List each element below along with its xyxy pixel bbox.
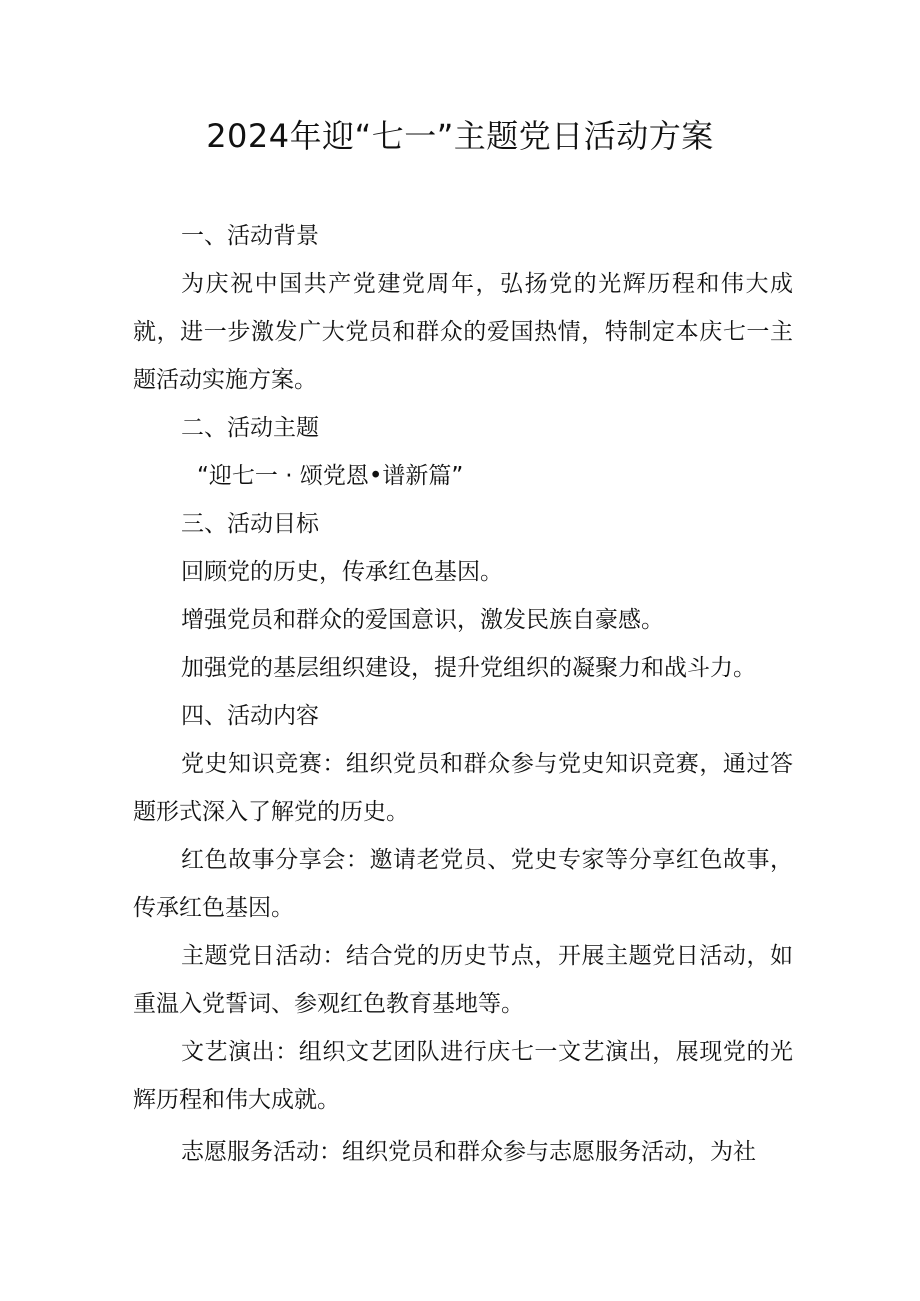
section-heading-goals: 三、活动目标 (181, 511, 319, 537)
paragraph-background: 为庆祝中国共产党建党周年，弘扬党的光辉历程和伟大成就，进一步激发广大党员和群众的爱国热情，特制定本庆七一主题活动实施方案。 (133, 271, 793, 393)
goal-item: 增强党员和群众的爱国意识，激发民族自豪感。 (181, 607, 664, 633)
content-item: 文艺演出：组织文艺团队进行庆七一文艺演出，展现党的光辉历程和伟大成就。 (133, 1039, 793, 1113)
goal-item: 加强党的基层组织建设，提升党组织的凝聚力和战斗力。 (181, 655, 756, 681)
document-body (133, 212, 793, 1176)
document-title: 2024年迎“七一”主题党日活动方案 (206, 117, 714, 155)
paragraph-theme: “迎七一 · 颂党恩•谱新篇” (197, 463, 464, 489)
content-item: 主题党日活动：结合党的历史节点，开展主题党日活动，如重温入党誓词、参观红色教育基地等。 (133, 943, 793, 1017)
section-heading-background: 一、活动背景 (181, 223, 319, 249)
content-item: 党史知识竞赛：组织党员和群众参与党史知识竞赛，通过答题形式深入了解党的历史。 (133, 751, 793, 825)
content-item: 志愿服务活动：组织党员和群众参与志愿服务活动，为社 (181, 1139, 756, 1165)
section-heading-content: 四、活动内容 (181, 703, 319, 729)
goal-item: 回顾党的历史，传承红色基因。 (181, 559, 503, 585)
content-item: 红色故事分享会：邀请老党员、党史专家等分享红色故事，传承红色基因。 (133, 847, 793, 921)
section-heading-theme: 二、活动主题 (181, 415, 319, 441)
